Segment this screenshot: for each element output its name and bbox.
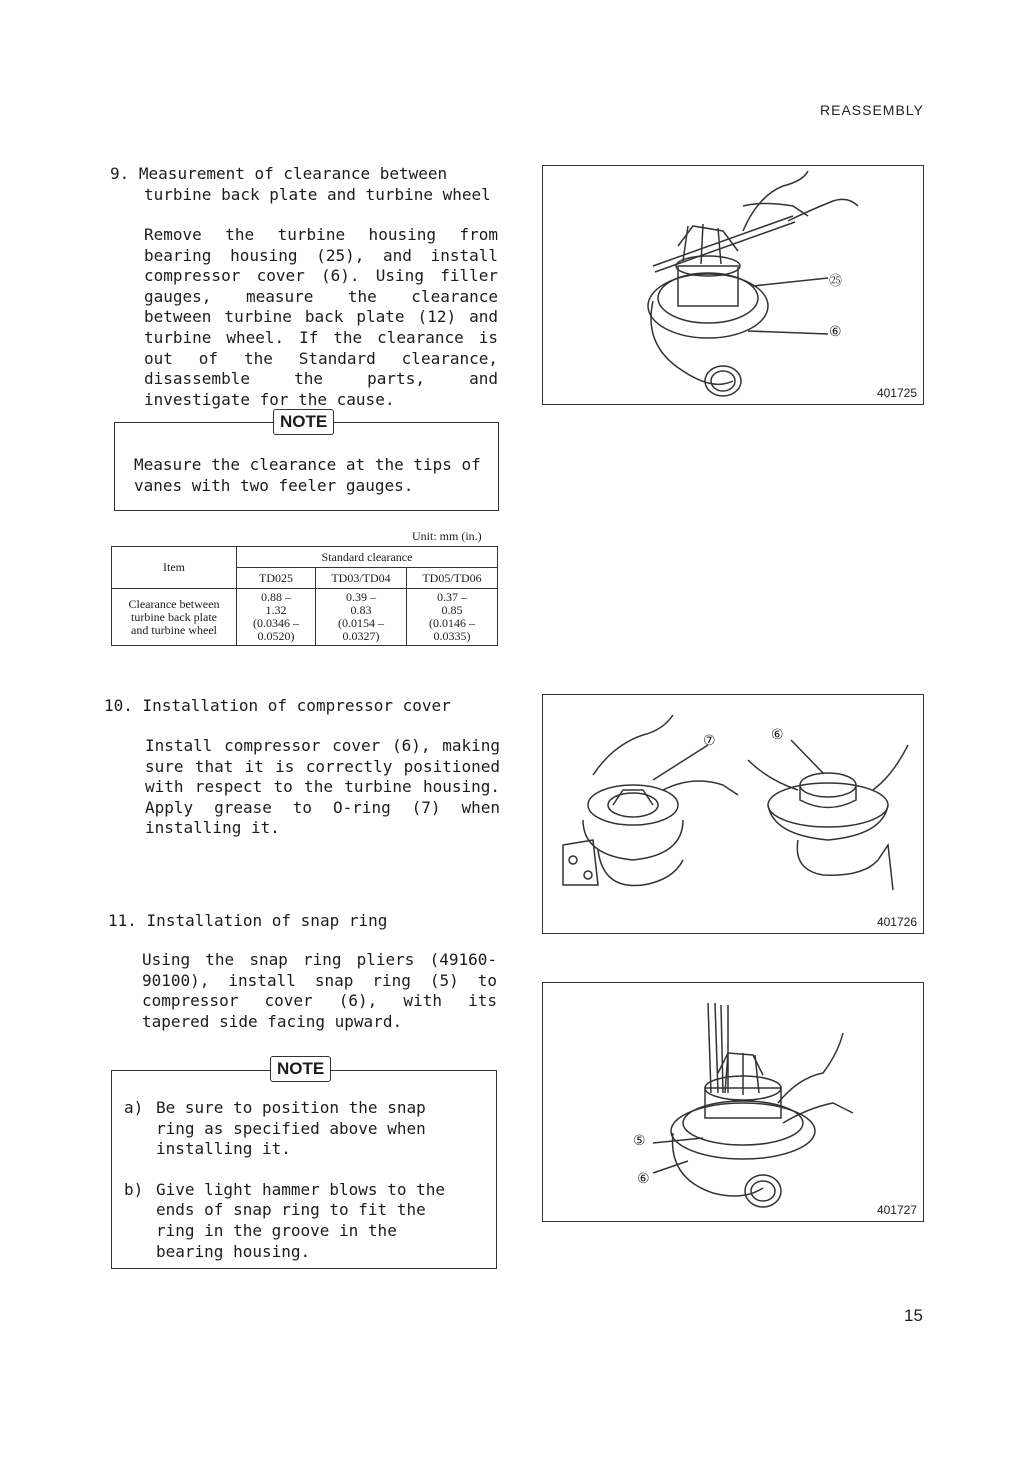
- callout-6: ⑥: [637, 1171, 650, 1187]
- table-column-header: TD025: [237, 568, 316, 589]
- cell-line: (0.0154 –: [338, 616, 384, 630]
- row-label-line: and turbine wheel: [131, 622, 217, 637]
- section-10-body: Install compressor cover (6), making sure that it is correctly positioned with respect to the turbine housing. Apply grease to O-ring (7) when installing it.: [145, 736, 500, 838]
- table-column-header: TD05/TD06: [407, 568, 498, 589]
- cell-line: 0.83: [350, 603, 372, 617]
- section-number: 9.: [110, 164, 130, 183]
- feeler-gauge-illustration: [543, 166, 923, 404]
- note-item-text: Give light hammer blows to the ends of snap ring to fit the ring in the groove in the bearing housing.: [156, 1179, 445, 1261]
- callout-6: ⑥: [829, 324, 842, 340]
- note-1-label: NOTE: [273, 409, 334, 435]
- table-cell: [316, 589, 407, 646]
- note-item-text: Be sure to position the snap ring as specified above when installing it.: [156, 1098, 426, 1159]
- table-group-header: Standard clearance: [237, 547, 498, 568]
- figure-number: 401726: [876, 915, 917, 929]
- figure-number: 401727: [876, 1203, 917, 1217]
- callout-7: ⑦: [703, 733, 716, 749]
- section-title: Installation of snap ring: [146, 911, 388, 930]
- row-label-line: Clearance between: [128, 596, 220, 611]
- section-11-body: Using the snap ring pliers (49160-90100), install snap ring (5) to compressor cover (6), with its tapered side facing upward.: [142, 950, 497, 1031]
- callout-6: ⑥: [771, 727, 784, 743]
- cell-line: 0.0327): [342, 629, 380, 643]
- note-2-item: [124, 1098, 469, 1160]
- cell-line: (0.0146 –: [429, 616, 475, 630]
- table-unit: Unit: mm (in.): [412, 529, 482, 543]
- note-2-item: [124, 1180, 469, 1262]
- page-number: 15: [904, 1306, 923, 1325]
- note-box-1: [114, 422, 499, 511]
- compressor-cover-illustration: [543, 695, 923, 933]
- callout-25: ㉕: [829, 274, 843, 289]
- cell-line: 0.85: [441, 603, 463, 617]
- standard-clearance-table: [111, 546, 498, 646]
- section-title: Installation of compressor cover: [142, 696, 451, 715]
- section-title-line1: Measurement of clearance between: [138, 164, 448, 183]
- table-item-header: Item: [112, 547, 237, 589]
- section-number: 11.: [108, 911, 137, 930]
- callout-5: ⑤: [633, 1133, 646, 1149]
- table-column-header: TD03/TD04: [316, 568, 407, 589]
- cell-line: 0.0520): [257, 629, 295, 643]
- figure-401727: [542, 982, 924, 1222]
- note-box-2: [111, 1070, 497, 1269]
- table-cell: [237, 589, 316, 646]
- section-title-line2: turbine back plate and turbine wheel: [144, 185, 491, 204]
- running-header: REASSEMBLY: [820, 102, 924, 118]
- section-11-title: [108, 910, 508, 931]
- cell-line: (0.0346 –: [253, 616, 299, 630]
- figure-401725: [542, 165, 924, 405]
- note-2-label: NOTE: [270, 1056, 331, 1082]
- figure-number: 401725: [876, 386, 917, 400]
- section-10-title: [104, 695, 504, 716]
- section-9-body: Remove the turbine housing from bearing housing (25), and install compressor cover (6). Using filler gauges, measure the clearance between turbine back plate (12) and turbine wheel. If the clearance is out of the Standard clearance, disassemble the parts, and investigate for the cause.: [144, 225, 498, 409]
- figure-401726: [542, 694, 924, 934]
- note-1-text: Measure the clearance at the tips of vanes with two feeler gauges.: [134, 455, 481, 495]
- section-9-title: [110, 163, 500, 205]
- row-label-line: turbine back plate: [131, 609, 217, 624]
- table-cell: [407, 589, 498, 646]
- cell-line: 0.0335): [433, 629, 471, 643]
- snap-ring-pliers-illustration: [543, 983, 923, 1221]
- cell-line: 0.88 –: [261, 590, 291, 604]
- cell-line: 0.37 –: [437, 590, 467, 604]
- note-2-list: [124, 1098, 469, 1282]
- cell-line: 1.32: [265, 603, 287, 617]
- section-number: 10.: [104, 696, 133, 715]
- note-item-marker: b): [124, 1179, 144, 1199]
- note-item-marker: a): [124, 1098, 144, 1117]
- table-row-label: [112, 589, 237, 646]
- cell-line: 0.39 –: [346, 590, 376, 604]
